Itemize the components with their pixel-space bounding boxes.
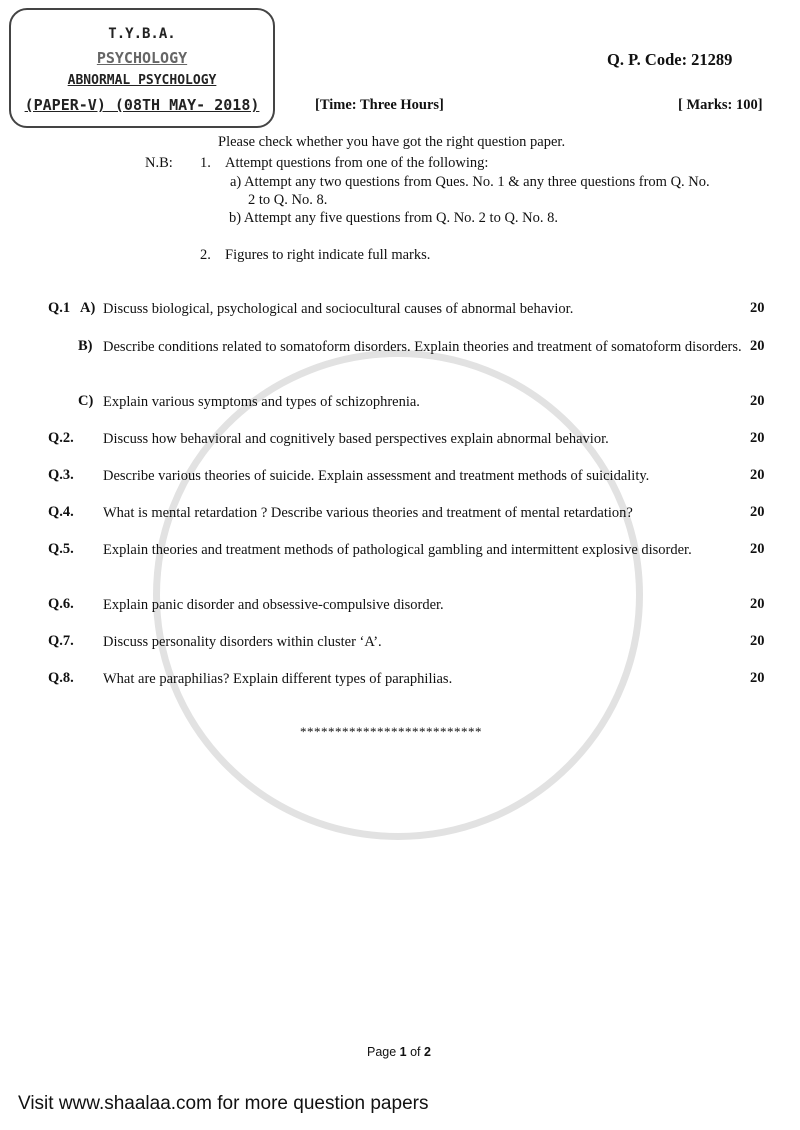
question-text: Discuss personality disorders within cluster ‘A’.	[103, 634, 382, 650]
page-prefix: Page	[367, 1045, 400, 1059]
question-text: Explain theories and treatment methods of pathological gambling and intermittent explosive disorder.	[103, 542, 692, 558]
time: [Time: Three Hours]	[315, 97, 444, 113]
question-marks: 20	[750, 300, 765, 316]
course: T.Y.B.A.	[108, 26, 176, 42]
page-total: 2	[424, 1045, 431, 1059]
question-sub: A)	[80, 300, 96, 316]
question-label: Q.8.	[48, 670, 74, 686]
instruction-2: Figures to right indicate full marks.	[225, 247, 431, 263]
question-label: Q.7.	[48, 633, 74, 649]
qp-code: Q. P. Code: 21289	[607, 50, 733, 69]
question-label: Q.2.	[48, 430, 74, 446]
question-marks: 20	[750, 393, 765, 409]
question-text: Describe various theories of suicide. Explain assessment and treatment methods of suicidality.	[103, 468, 650, 484]
question-text: Explain various symptoms and types of schizophrenia.	[103, 394, 420, 410]
question-marks: 20	[750, 670, 765, 686]
instruction-1: Attempt questions from one of the following:	[225, 155, 489, 171]
instruction-1-number: 1.	[200, 155, 211, 171]
question-label: Q.1	[48, 300, 71, 316]
question-marks: 20	[750, 467, 765, 483]
question-label: Q.5.	[48, 541, 74, 557]
question-text: Discuss biological, psychological and sociocultural causes of abnormal behavior.	[103, 301, 574, 317]
question-text: What are paraphilias? Explain different types of paraphilias.	[103, 671, 453, 687]
instruction-check: Please check whether you have got the right question paper.	[218, 134, 566, 150]
watermark-circle	[153, 350, 643, 840]
question-marks: 20	[750, 633, 765, 649]
paper-title: ABNORMAL PSYCHOLOGY	[67, 73, 217, 88]
total-marks: [ Marks: 100]	[678, 97, 763, 113]
footer-link-text: Visit www.shaalaa.com for more question papers	[18, 1093, 429, 1114]
question-marks: 20	[750, 541, 765, 557]
instruction-1a-line1: a) Attempt any two questions from Ques. No. 1 & any three questions from Q. No.	[230, 174, 710, 190]
question-label: Q.6.	[48, 596, 74, 612]
question-text: What is mental retardation ? Describe various theories and treatment of mental retardation?	[103, 505, 633, 521]
question-marks: 20	[750, 338, 765, 354]
question-label: Q.3.	[48, 467, 74, 483]
question-text: Discuss how behavioral and cognitively based perspectives explain abnormal behavior.	[103, 431, 609, 447]
question-text: Explain panic disorder and obsessive-compulsive disorder.	[103, 597, 444, 613]
page-number	[367, 1045, 431, 1059]
question-text: Describe conditions related to somatoform disorders. Explain theories and treatment of somatoform disorders.	[103, 339, 742, 355]
instruction-1b: b) Attempt any five questions from Q. No. 2 to Q. No. 8.	[229, 210, 559, 226]
question-marks: 20	[750, 596, 765, 612]
question-sub: B)	[78, 338, 93, 354]
subject: PSYCHOLOGY	[96, 49, 188, 67]
instruction-1a-line2: 2 to Q. No. 8.	[248, 192, 328, 208]
page-of: of	[406, 1045, 424, 1059]
question-marks: 20	[750, 504, 765, 520]
paper-header-box	[9, 8, 275, 128]
end-marker: **************************	[300, 724, 482, 739]
nb-label: N.B:	[145, 155, 173, 171]
instruction-2-number: 2.	[200, 247, 211, 263]
question-marks: 20	[750, 430, 765, 446]
question-label: Q.4.	[48, 504, 74, 520]
question-sub: C)	[78, 393, 94, 409]
paper-date: (PAPER-V) (08TH MAY- 2018)	[24, 96, 260, 114]
page-current: 1	[399, 1045, 407, 1059]
